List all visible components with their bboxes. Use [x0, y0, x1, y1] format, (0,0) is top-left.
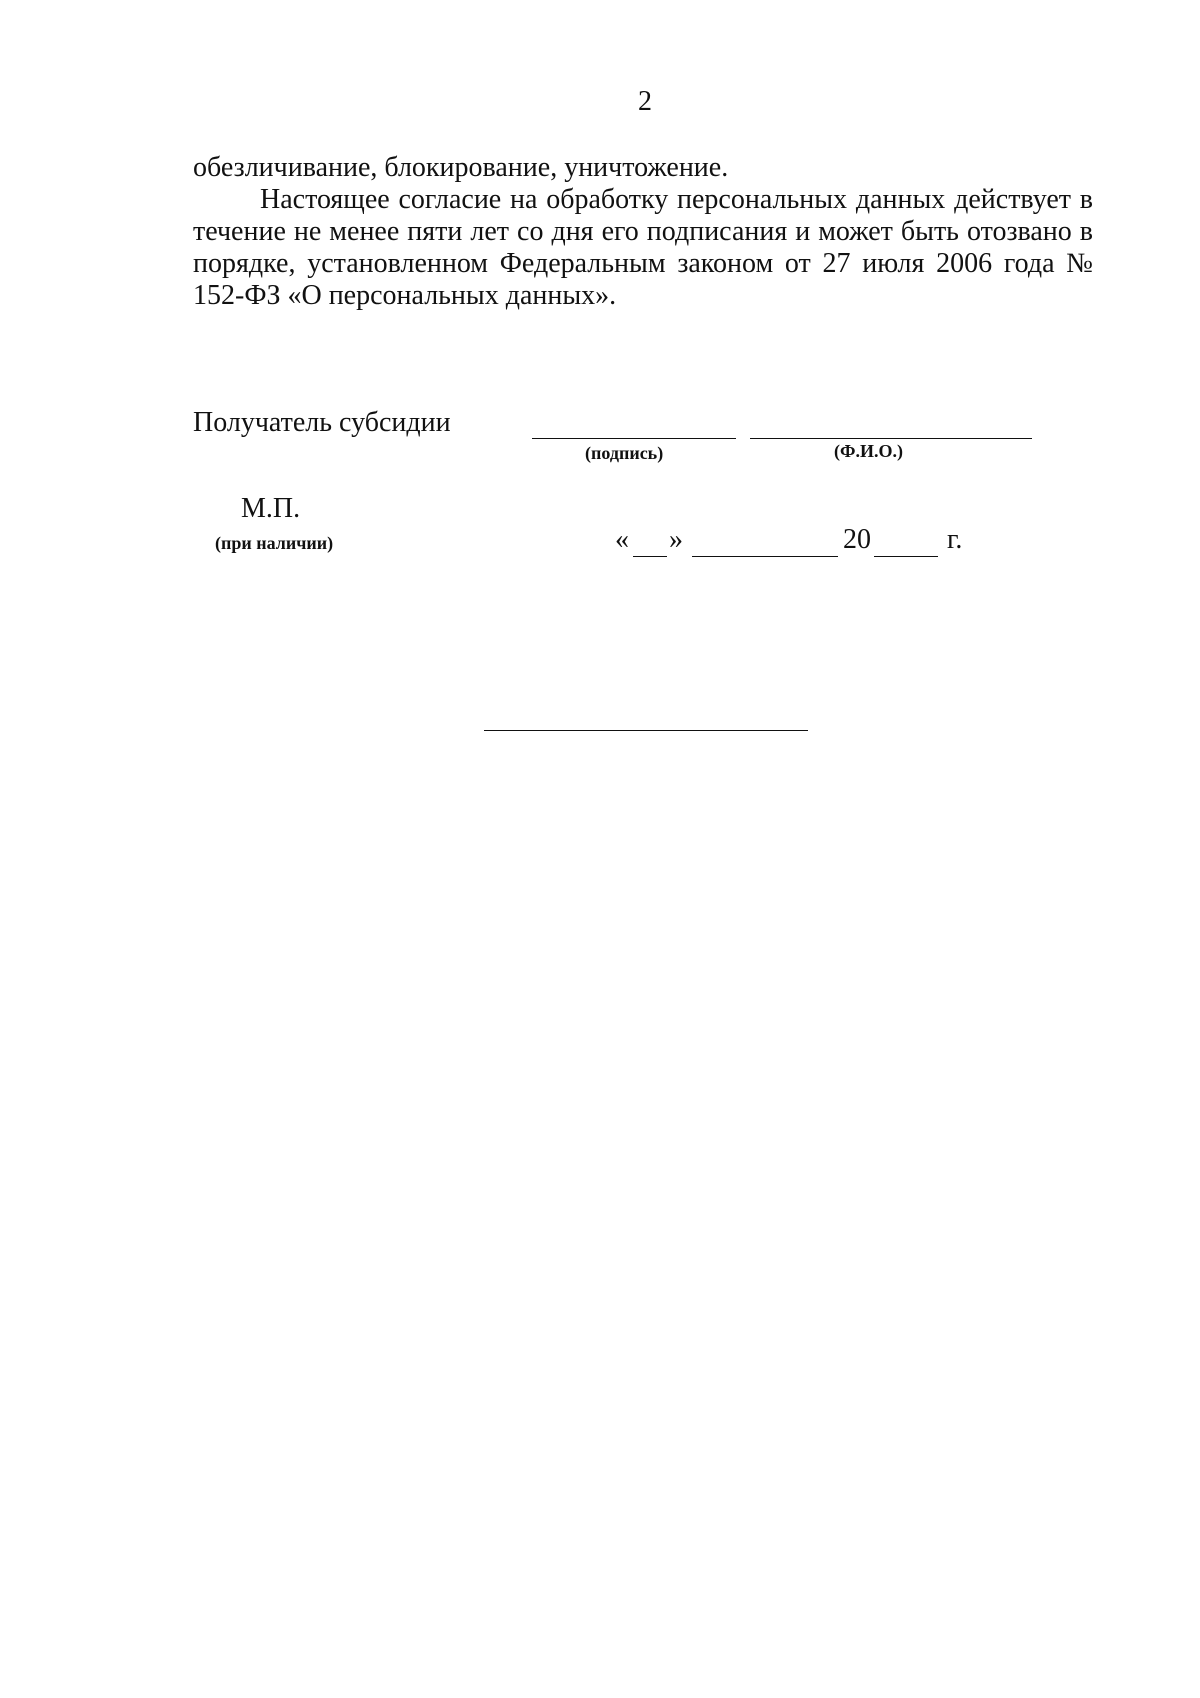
- stamp-caption: (при наличии): [215, 533, 334, 553]
- signature-line: [532, 438, 736, 439]
- name-caption: (Ф.И.О.): [834, 441, 903, 461]
- date-day-line: [633, 556, 667, 557]
- paragraph-consent: Настоящее согласие на обработку персональных данных действует в течение не менее пяти лет со дня его подписания и может быть отозвано в порядке, установленном Федеральным законом от 27 июля 2006 года № 152-ФЗ «О персональных данных».: [193, 184, 1093, 311]
- date-open-quote: «: [615, 524, 629, 555]
- body-text: [193, 152, 1093, 312]
- date-year-prefix: 20: [843, 524, 871, 555]
- stamp-label: М.П.: [241, 493, 301, 524]
- paragraph-continuation: обезличивание, блокирование, уничтожение.: [193, 152, 729, 183]
- page-number: 2: [638, 86, 652, 117]
- signature-caption: (подпись): [585, 443, 664, 463]
- date-year-line: [874, 556, 938, 557]
- date-close-quote: »: [669, 524, 683, 555]
- date-year-suffix: г.: [947, 524, 963, 555]
- date-month-line: [692, 556, 838, 557]
- name-line: [750, 438, 1032, 439]
- end-separator-line: [484, 730, 808, 731]
- recipient-label: Получатель субсидии: [193, 407, 451, 438]
